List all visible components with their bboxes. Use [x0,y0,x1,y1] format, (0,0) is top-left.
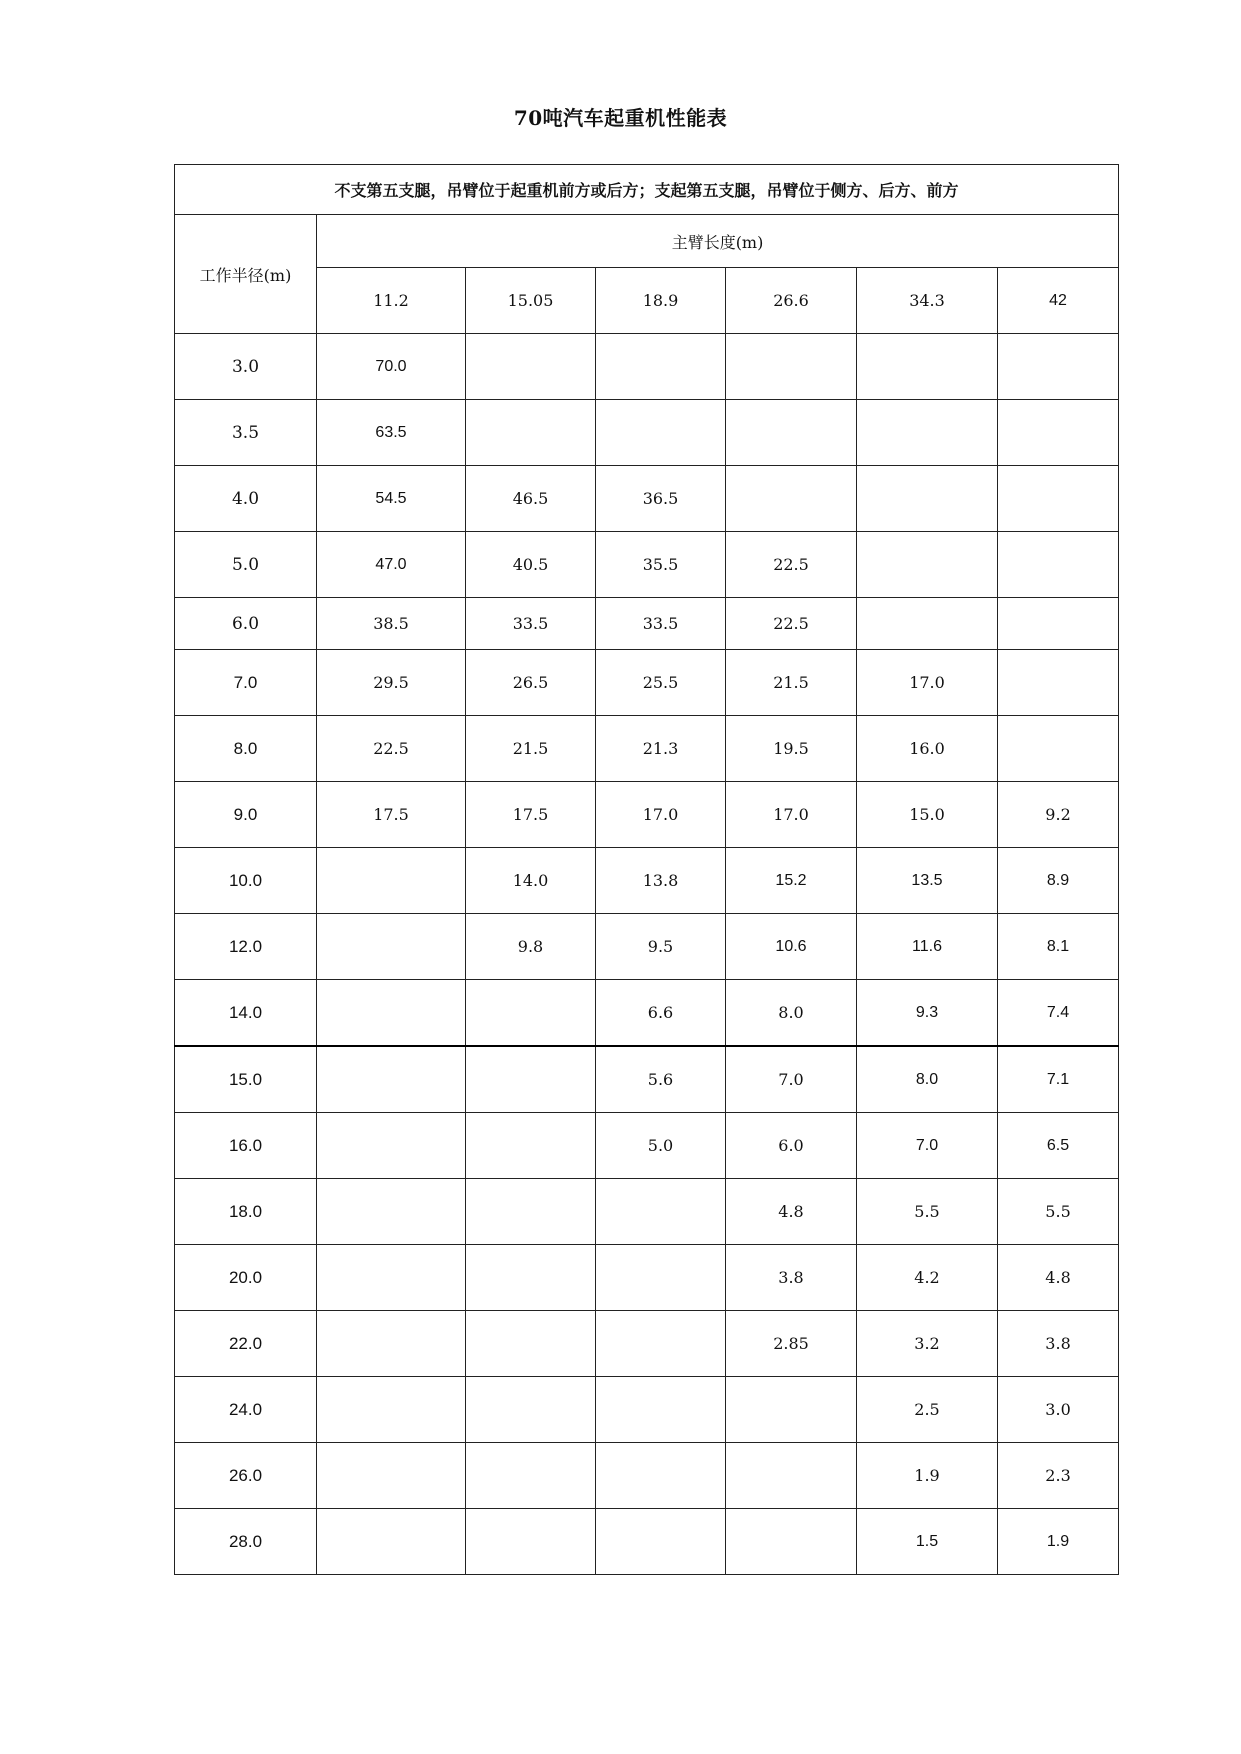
capacity-cell: 3.8 [726,1245,857,1311]
radius-cell: 12.0 [175,914,317,980]
capacity-cell [466,1311,596,1377]
capacity-cell: 70.0 [317,334,466,400]
capacity-cell [466,980,596,1047]
capacity-cell [857,532,998,598]
capacity-cell [596,1311,726,1377]
boom-length-header: 主臂长度(m) [317,215,1119,268]
capacity-cell [466,400,596,466]
table-row [175,650,1119,716]
capacity-cell: 21.5 [466,716,596,782]
capacity-cell: 25.5 [596,650,726,716]
capacity-cell: 36.5 [596,466,726,532]
table-row [175,1377,1119,1443]
capacity-cell [466,1113,596,1179]
capacity-cell: 8.0 [726,980,857,1047]
capacity-cell [998,532,1119,598]
capacity-cell: 13.8 [596,848,726,914]
capacity-cell [466,1046,596,1113]
radius-cell: 10.0 [175,848,317,914]
capacity-cell: 63.5 [317,400,466,466]
capacity-cell: 9.8 [466,914,596,980]
table-row [175,782,1119,848]
table-row [175,598,1119,650]
radius-cell: 9.0 [175,782,317,848]
capacity-cell: 10.6 [726,914,857,980]
boom-length-row [175,268,1119,334]
capacity-cell: 29.5 [317,650,466,716]
capacity-cell [596,400,726,466]
capacity-cell: 1.9 [857,1443,998,1509]
capacity-cell: 4.8 [998,1245,1119,1311]
capacity-cell: 15.2 [726,848,857,914]
capacity-cell [857,400,998,466]
boom-length-cell: 11.2 [317,268,466,334]
radius-cell: 8.0 [175,716,317,782]
boom-length-cell: 18.9 [596,268,726,334]
radius-cell: 4.0 [175,466,317,532]
radius-column-header: 工作半径(m) [175,215,317,334]
table-row [175,1046,1119,1113]
capacity-cell: 3.2 [857,1311,998,1377]
table-row [175,466,1119,532]
table-row [175,1311,1119,1377]
capacity-cell: 5.6 [596,1046,726,1113]
capacity-cell: 6.0 [726,1113,857,1179]
radius-cell: 15.0 [175,1046,317,1113]
capacity-cell: 9.3 [857,980,998,1047]
capacity-cell [317,848,466,914]
capacity-cell: 22.5 [726,532,857,598]
radius-cell: 22.0 [175,1311,317,1377]
capacity-cell: 9.5 [596,914,726,980]
capacity-cell: 4.8 [726,1179,857,1245]
capacity-cell [726,1377,857,1443]
capacity-cell: 5.5 [857,1179,998,1245]
capacity-cell [466,1245,596,1311]
capacity-cell: 9.2 [998,782,1119,848]
capacity-cell [317,1179,466,1245]
capacity-cell: 16.0 [857,716,998,782]
capacity-cell: 22.5 [726,598,857,650]
radius-cell: 7.0 [175,650,317,716]
capacity-cell [726,1443,857,1509]
crane-performance-table [174,164,1119,1575]
table-row [175,1179,1119,1245]
radius-cell: 16.0 [175,1113,317,1179]
capacity-cell: 6.6 [596,980,726,1047]
capacity-cell [596,1377,726,1443]
capacity-cell: 1.9 [998,1509,1119,1575]
capacity-cell: 6.5 [998,1113,1119,1179]
capacity-cell: 2.5 [857,1377,998,1443]
capacity-cell [998,400,1119,466]
capacity-cell: 19.5 [726,716,857,782]
capacity-cell [466,1179,596,1245]
capacity-cell: 21.3 [596,716,726,782]
page-title: 70吨汽车起重机性能表 [513,106,728,130]
capacity-cell: 33.5 [596,598,726,650]
capacity-cell: 4.2 [857,1245,998,1311]
table-row [175,914,1119,980]
table-row [175,1245,1119,1311]
capacity-cell: 7.0 [857,1113,998,1179]
table-row [175,716,1119,782]
capacity-cell [317,980,466,1047]
capacity-cell [317,1509,466,1575]
table-row [175,980,1119,1047]
capacity-cell [466,334,596,400]
capacity-cell: 14.0 [466,848,596,914]
radius-cell: 20.0 [175,1245,317,1311]
capacity-cell: 46.5 [466,466,596,532]
capacity-cell [857,334,998,400]
capacity-cell [596,1443,726,1509]
capacity-cell: 13.5 [857,848,998,914]
capacity-cell: 17.0 [596,782,726,848]
capacity-cell: 33.5 [466,598,596,650]
capacity-cell: 17.0 [726,782,857,848]
capacity-cell: 54.5 [317,466,466,532]
capacity-cell: 40.5 [466,532,596,598]
radius-cell: 28.0 [175,1509,317,1575]
capacity-cell: 47.0 [317,532,466,598]
capacity-cell [998,466,1119,532]
condition-header: 不支第五支腿，吊臂位于起重机前方或后方；支起第五支腿，吊臂位于侧方、后方、前方 [175,165,1119,215]
capacity-cell [466,1509,596,1575]
radius-cell: 5.0 [175,532,317,598]
capacity-cell: 17.0 [857,650,998,716]
table-row [175,1443,1119,1509]
capacity-cell [466,1443,596,1509]
capacity-cell: 8.9 [998,848,1119,914]
capacity-cell [317,1113,466,1179]
capacity-cell [317,1046,466,1113]
capacity-cell: 2.3 [998,1443,1119,1509]
capacity-cell: 11.6 [857,914,998,980]
capacity-cell: 26.5 [466,650,596,716]
table-row [175,334,1119,400]
capacity-cell [317,1311,466,1377]
capacity-cell [317,914,466,980]
table-row [175,848,1119,914]
capacity-cell [596,1509,726,1575]
radius-cell: 26.0 [175,1443,317,1509]
radius-cell: 18.0 [175,1179,317,1245]
capacity-cell: 22.5 [317,716,466,782]
capacity-cell [998,334,1119,400]
table-row [175,1509,1119,1575]
radius-cell: 14.0 [175,980,317,1047]
capacity-cell [596,1245,726,1311]
boom-length-cell: 42 [998,268,1119,334]
capacity-cell: 21.5 [726,650,857,716]
capacity-cell: 7.0 [726,1046,857,1113]
capacity-cell [596,1179,726,1245]
radius-cell: 6.0 [175,598,317,650]
capacity-cell: 38.5 [317,598,466,650]
capacity-cell: 5.0 [596,1113,726,1179]
boom-length-cell: 15.05 [466,268,596,334]
capacity-cell: 17.5 [466,782,596,848]
capacity-cell [998,716,1119,782]
boom-length-cell: 34.3 [857,268,998,334]
capacity-cell [726,1509,857,1575]
capacity-cell [726,334,857,400]
capacity-cell: 3.8 [998,1311,1119,1377]
table-row [175,532,1119,598]
capacity-cell: 5.5 [998,1179,1119,1245]
capacity-cell: 8.0 [857,1046,998,1113]
capacity-cell [317,1377,466,1443]
radius-cell: 3.5 [175,400,317,466]
capacity-cell [726,400,857,466]
capacity-cell [596,334,726,400]
capacity-cell: 8.1 [998,914,1119,980]
capacity-cell [466,1377,596,1443]
capacity-cell [998,650,1119,716]
boom-length-cell: 26.6 [726,268,857,334]
capacity-cell: 17.5 [317,782,466,848]
table-row [175,1113,1119,1179]
capacity-cell [998,598,1119,650]
capacity-cell [857,466,998,532]
capacity-cell [857,598,998,650]
capacity-cell: 1.5 [857,1509,998,1575]
capacity-cell [317,1443,466,1509]
capacity-cell [317,1245,466,1311]
capacity-cell: 3.0 [998,1377,1119,1443]
capacity-cell: 7.1 [998,1046,1119,1113]
capacity-cell: 35.5 [596,532,726,598]
capacity-cell [726,466,857,532]
capacity-cell: 2.85 [726,1311,857,1377]
capacity-cell: 7.4 [998,980,1119,1047]
radius-cell: 3.0 [175,334,317,400]
radius-cell: 24.0 [175,1377,317,1443]
capacity-cell: 15.0 [857,782,998,848]
table-row [175,400,1119,466]
